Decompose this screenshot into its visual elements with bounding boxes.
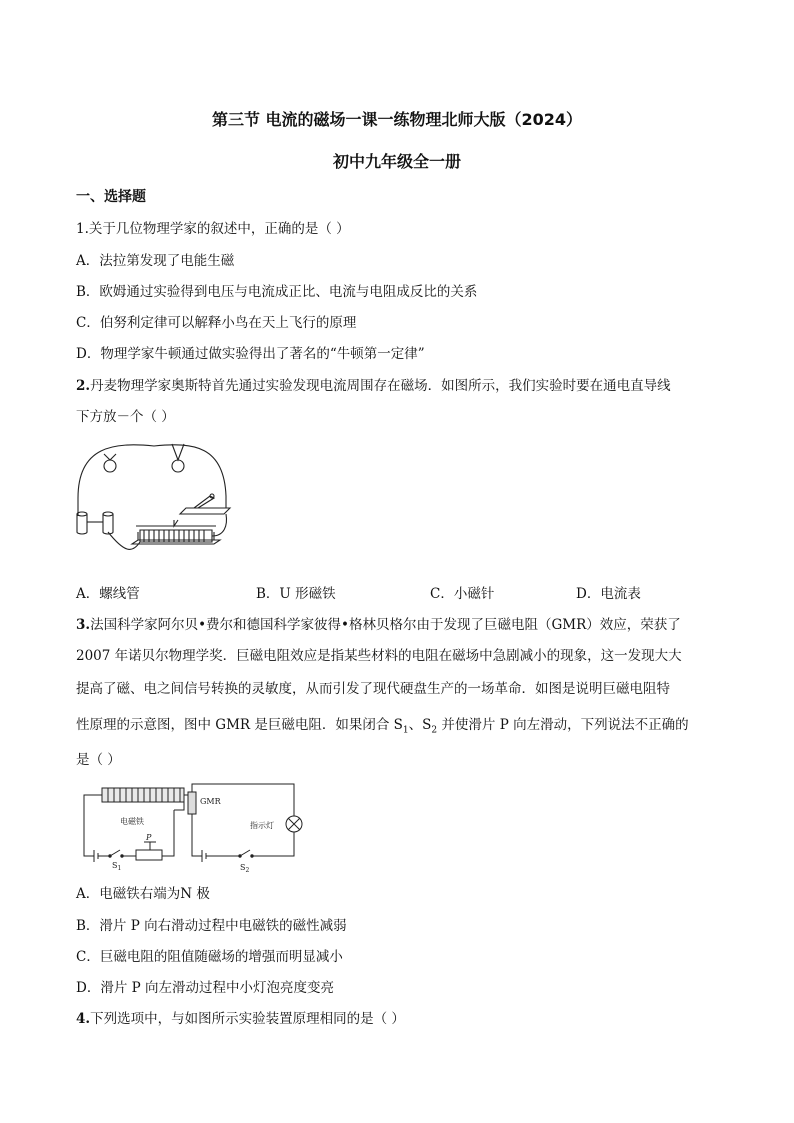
q3-line3: 提高了磁、电之间信号转换的灵敏度，从而引发了现代硬盘生产的一场革命．如图是说明巨磁电阻特 <box>76 681 670 697</box>
electromagnet-label: 电磁铁 <box>120 817 144 826</box>
q2-option-a: A．螺线管 <box>76 586 140 602</box>
q3-option-d: D．滑片 P 向左滑动过程中小灯泡亮度变亮 <box>76 980 334 996</box>
document-title: 第三节 电流的磁场一课一练物理北师大版（2024） <box>211 110 583 129</box>
q3-option-a: A．电磁铁右端为N 极 <box>76 886 210 902</box>
q3-line2: 2007 年诺贝尔物理学奖．巨磁电阻效应是指某些材料的电阻在磁场中急剧减小的现象，这一发现大大 <box>76 648 682 664</box>
q3-figure-gmr-circuit <box>80 780 304 874</box>
q4-stem <box>76 1007 405 1027</box>
switch-s2-label: $S_2$ <box>240 863 250 874</box>
q3-line5: 是（ ） <box>76 752 121 768</box>
document-subtitle: 初中九年级全一册 <box>332 152 461 171</box>
switch-s1-label: $S_1$ <box>112 861 122 872</box>
q1-stem: 1.关于几位物理学家的叙述中，正确的是（ ） <box>76 221 350 237</box>
gmr-label: GMR <box>200 797 221 806</box>
q4-number: 4. <box>76 1011 91 1027</box>
q1-option-c: C．伯努利定律可以解释小鸟在天上飞行的原理 <box>76 315 357 331</box>
q3-line1-text: 法国科学家阿尔贝•费尔和德国科学家彼得•格林贝格尔由于发现了巨磁电阻（GMR）效应，荣获了 <box>90 617 681 633</box>
q2-stem-line1 <box>76 374 671 394</box>
q3-line4: 性原理的示意图，图中 GMR 是巨磁电阻．如果闭合 $S_1$、$S_2$ 并使滑片 P 向左滑动，下列说法不正确的 <box>76 717 689 736</box>
q1-option-b: B．欧姆通过实验得到电压与电流成正比、电流与电阻成反比的关系 <box>76 284 478 300</box>
q2-figure-oersted-apparatus <box>74 436 234 566</box>
q2-option-b: B．U 形磁铁 <box>256 586 336 602</box>
q2-option-c: C．小磁针 <box>430 586 495 602</box>
q4-stem-text: 下列选项中，与如图所示实验装置原理相同的是（ ） <box>90 1011 405 1027</box>
q3-number: 3. <box>76 617 91 633</box>
q3-line1 <box>76 613 681 633</box>
q3-option-c: C．巨磁电阻的阻值随磁场的增强而明显减小 <box>76 949 343 965</box>
q2-number: 2. <box>76 378 91 394</box>
q2-stem-line2: 下方放－个（ ） <box>76 409 175 425</box>
q3-option-b: B．滑片 P 向右滑动过程中电磁铁的磁性减弱 <box>76 918 347 934</box>
q2-option-d: D．电流表 <box>576 586 641 602</box>
q1-option-a: A．法拉第发现了电能生磁 <box>76 253 235 269</box>
indicator-lamp-label: 指示灯 <box>250 821 274 830</box>
slider-p-label: P <box>146 833 152 842</box>
q1-option-d: D．物理学家牛顿通过做实验得出了著名的“牛顿第一定律” <box>76 346 425 362</box>
section-heading: 一、选择题 <box>76 189 146 205</box>
q2-stem-text: 丹麦物理学家奥斯特首先通过实验发现电流周围存在磁场．如图所示，我们实验时要在通电直导线 <box>90 378 671 394</box>
